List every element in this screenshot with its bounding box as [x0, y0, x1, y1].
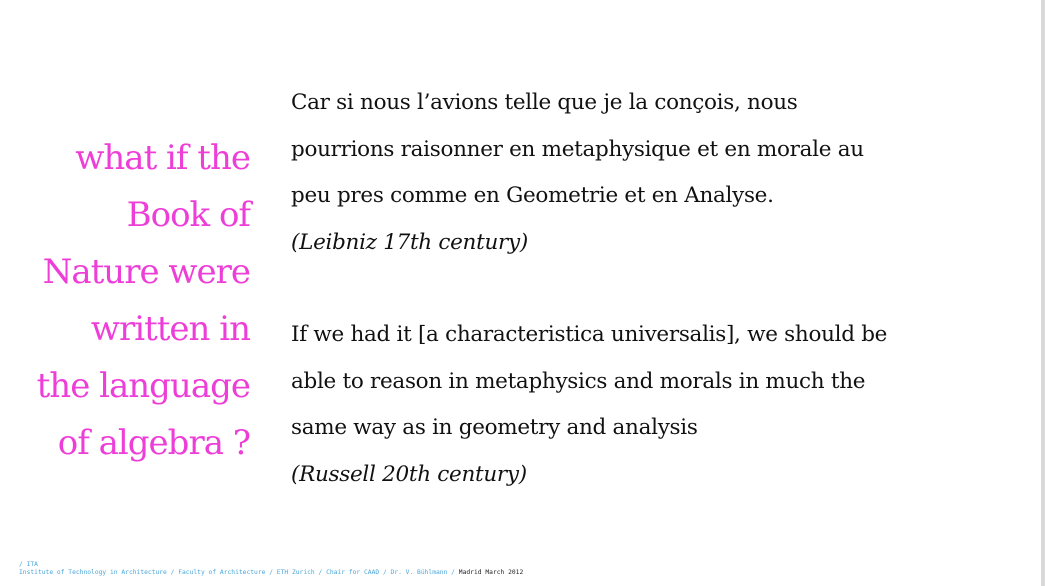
footer-date: Madrid March 2012: [458, 569, 524, 576]
heading-line: written in: [90, 309, 250, 349]
heading-line: the language: [36, 366, 250, 406]
slide-heading: [10, 130, 250, 472]
quote-line: Car si nous l’avions telle que je la conçois, nous: [291, 90, 798, 115]
quote-line: peu pres comme en Geometrie et en Analyse.: [291, 183, 774, 208]
slide-right-edge: [1041, 0, 1045, 586]
quote-line: pourrions raisonner en metaphysique et en morale au: [291, 136, 864, 162]
quotes-column: [291, 80, 991, 498]
heading-line: of algebra ?: [57, 423, 250, 463]
quote-line: If we had it [a characteristica universalis], we should be: [291, 322, 888, 347]
footer-credits: [19, 569, 523, 577]
quote-citation: (Russell 20th century): [291, 461, 527, 487]
quote-russell: [291, 312, 991, 498]
quote-line: able to reason in metaphysics and morals in much the: [291, 368, 866, 394]
heading-line: Book of: [126, 195, 250, 235]
quote-citation: (Leibniz 17th century): [291, 229, 528, 255]
quote-leibniz: [291, 80, 991, 266]
footer-institution: Institute of Technology in Architecture / Faculty of Architecture / ETH Zurich / Chair for CAAD / Dr. V. Bühlmann /: [19, 569, 455, 576]
heading-line: Nature were: [42, 252, 250, 292]
quote-line: same way as in geometry and analysis: [291, 415, 698, 440]
heading-line: what if the: [75, 138, 250, 178]
footer-label: / ITA: [19, 561, 38, 568]
slide-footer: [19, 561, 523, 577]
